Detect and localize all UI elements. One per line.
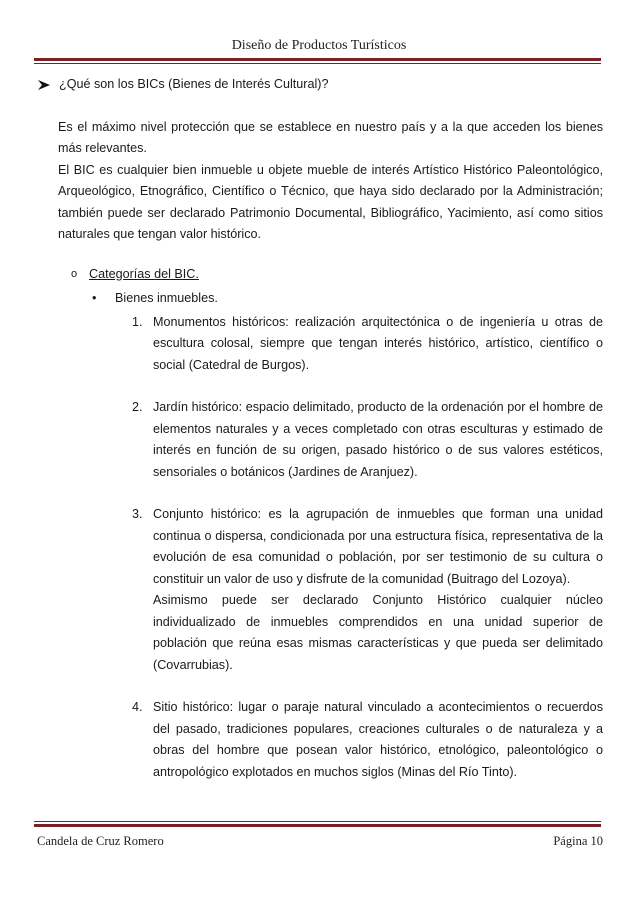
list-item-paragraph: Sitio histórico: lugar o paraje natural vinculado a acontecimientos o recuerdos del pasado, tradiciones populares, creaciones culturales o de naturaleza y a obras del hombre que posean valor histórico, etnológico, paleontológico o antropológico explotados en muchos siglos (Minas del Río Tinto). <box>153 700 603 779</box>
page-header-title: Diseño de Productos Turísticos <box>231 38 407 53</box>
numbered-list <box>132 312 603 784</box>
definition-paragraph: El BIC es cualquier bien inmueble u objete mueble de interés Artístico Histórico Paleontológico, Arqueológico, Etnográfico, Científico o Técnico, que haya sido declarado por la Administración; también puede ser declarado Patrimonio Documental, Bibliográfico, Yacimiento, así como sitios naturales que tengan valor histórico. <box>58 162 603 241</box>
header-divider <box>34 58 601 64</box>
footer-page-number: Página 10 <box>553 834 603 848</box>
list-item-text <box>153 397 603 483</box>
arrow-bullet-icon <box>37 79 51 91</box>
footer-author: Candela de Cruz Romero <box>37 834 164 848</box>
list-item <box>132 697 603 783</box>
list-item-number: 3. <box>132 507 143 521</box>
dot-bullet-icon: • <box>92 291 97 305</box>
list-item-paragraph: Asimismo puede ser declarado Conjunto Histórico cualquier núcleo individualizado de inmuebles comprendidos en una unidad superior de población que reúna esas mismas características y que pueda ser delimitado (Covarrubias). <box>153 593 603 672</box>
list-item-paragraph: Monumentos históricos: realización arquitectónica o de ingeniería u otras de escultura colosal, siempre que tengan interés histórico, artístico, científico o social (Catedral de Burgos). <box>153 314 603 372</box>
list-item-number: 4. <box>132 700 143 714</box>
question-heading <box>37 74 603 96</box>
circle-bullet-icon: o <box>71 267 78 280</box>
list-item-text <box>153 312 603 377</box>
bullet-item <box>92 288 603 310</box>
list-item <box>132 397 603 483</box>
footer-divider <box>34 821 601 827</box>
list-item-number: 2. <box>132 400 143 414</box>
list-item <box>132 504 603 676</box>
bullet-label: Bienes inmuebles. <box>115 291 218 305</box>
list-item-text <box>153 697 603 783</box>
category-title: Categorías del BIC. <box>89 266 199 281</box>
list-item-text <box>153 504 603 676</box>
intro-paragraph: Es el máximo nivel protección que se establece en nuestro país y a la que acceden los bienes más relevantes. <box>58 119 603 155</box>
document-body <box>37 72 603 804</box>
list-item-paragraph: Conjunto histórico: es la agrupación de inmuebles que forman una unidad continua o dispersa, condicionada por una estructura física, representativa de la evolución de esa comunidad o población, por ser testimonio de su cultura o constituir un valor de uso y disfrute de la comunidad (Buitrago del Lozoya). <box>153 507 603 586</box>
page-footer <box>37 834 603 849</box>
list-item-paragraph: Jardín histórico: espacio delimitado, producto de la ordenación por el hombre de elementos naturales y a veces completado con otras esculturas y estimado de interés en función de su origen, pasado histórico o de sus valores estéticos, sensoriales o botánicos (Jardines de Aranjuez). <box>153 400 603 479</box>
list-item-number: 1. <box>132 314 143 329</box>
category-heading <box>71 264 603 286</box>
list-item <box>132 312 603 377</box>
question-text: ¿Qué son los BICs (Bienes de Interés Cultural)? <box>59 77 329 91</box>
